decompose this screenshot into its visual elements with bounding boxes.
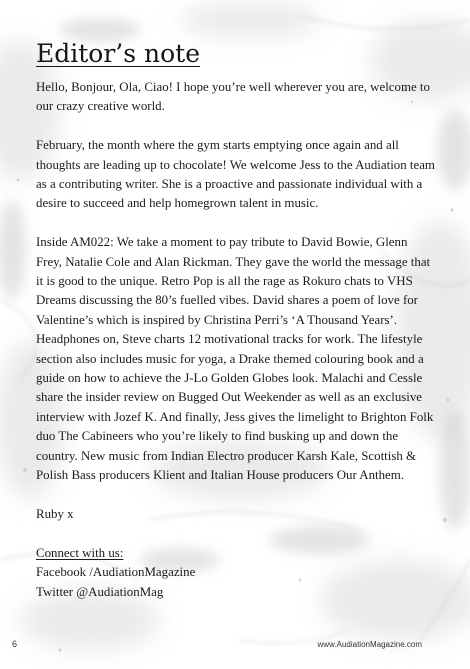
- connect-heading: Connect with us:: [36, 545, 124, 560]
- editors-note-body: [36, 78, 436, 602]
- inside-issue-paragraph: Inside AM022: We take a moment to pay tribute to David Bowie, Glenn Frey, Natalie Cole and Alan Rickman. They gave the world the message that it is good to the unique. Retro Pop is all the rage as Rokuro chats to VHS Dreams discussing the 80’s fuelled vibes. David shares a poem of love for Valentine’s which is inspired by Christina Perri’s ‘A Thousand Years’. Headphones on, Steve charts 12 motivational tracks for work. The lifestyle section also includes music for yoga, a Drake themed colouring book and a guide on how to achieve the J-Lo Golden Globes look. Malachi and Cessle share the insider review on Bugged Out Weekender as well as an exclusive interview with Jozef K. And finally, Jess gives the limelight to Brighton Folk duo The Cabineers who you’re likely to find busking up and down the country. New music from Indian Electro producer Karsh Kale, Scottish & Polish Bass producers Klient and Italian House producers Our Anthem.: [36, 235, 434, 483]
- twitter-link[interactable]: Twitter @AudiationMag: [36, 584, 164, 599]
- connect-section: [36, 544, 436, 602]
- website-url[interactable]: www.AudiationMagazine.com: [317, 640, 422, 649]
- signoff: Ruby x: [36, 506, 74, 521]
- page-title: Editor’s note: [36, 39, 201, 68]
- intro-paragraph: Hello, Bonjour, Ola, Ciao! I hope you’re well wherever you are, welcome to our crazy creative world.: [36, 80, 430, 114]
- facebook-link[interactable]: Facebook /AudiationMagazine: [36, 565, 196, 580]
- page-number: 6: [12, 639, 18, 649]
- february-paragraph: February, the month where the gym starts emptying once again and all thoughts are leading up to chocolate! We welcome Jess to the Audiation team as a contributing writer. She is a proactive and passionate individual with a desire to succeed and help homegrown talent in music.: [36, 138, 435, 211]
